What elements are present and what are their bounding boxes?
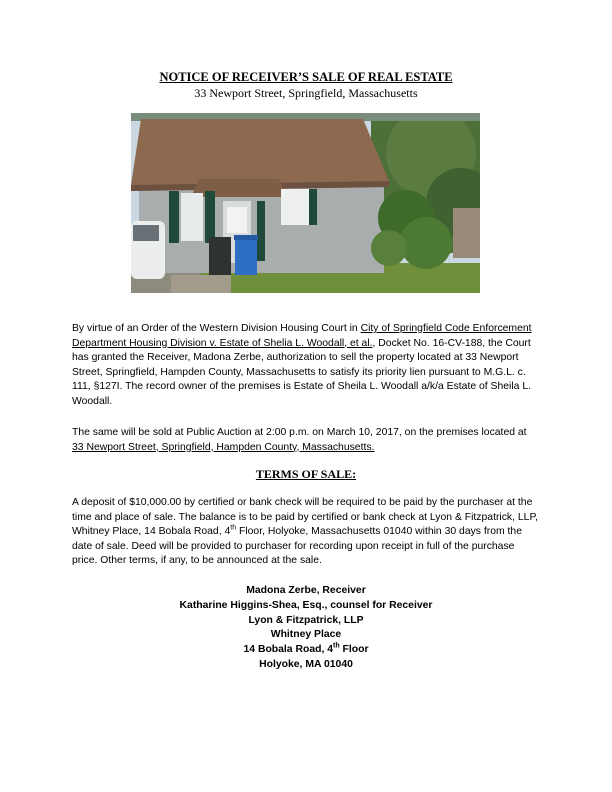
signature-counsel: Katharine Higgins-Shea, Esq., counsel for Receiver [179, 599, 433, 611]
terms-heading: TERMS OF SALE: [255, 467, 357, 481]
street-before: 14 Bobala Road, 4 [243, 644, 334, 656]
street-superscript: th [333, 642, 340, 650]
property-photo [131, 113, 480, 293]
terms-superscript: th [230, 524, 237, 532]
auction-location: 33 Newport Street, Springfield, Hampden County, Massachusetts. [72, 441, 375, 453]
auction-intro: The same will be sold at Public Auction at 2:00 p.m. on March 10, 2017, on the premises located at [72, 427, 527, 438]
terms-text-2: Floor, Holyoke, Massachusetts 01040 within 30 days from the date of sale. Deed will be provided to purchaser for recording upon receipt in full of the purchase price. Other terms, if any, to be announced at the sale. [72, 526, 522, 566]
signature-block [0, 584, 612, 673]
signature-place: Whitney Place [270, 629, 342, 641]
auction-paragraph [72, 426, 540, 455]
signature-city: Holyoke, MA 01040 [259, 658, 353, 670]
signature-firm: Lyon & Fitzpatrick, LLP [248, 614, 364, 626]
terms-text-1: A deposit of $10,000.00 by certified or bank check will be required to be paid by the purchaser at the time and place of sale. The balance is to be paid by certified or bank check at Lyon & Fitzpatrick, LLP, Whitney Place, 14 Bobala Road, 4 [72, 497, 538, 537]
property-address: 33 Newport Street, Springfield, Massachusetts [194, 86, 418, 100]
notice-title: NOTICE OF RECEIVER’S SALE OF REAL ESTATE [159, 70, 453, 84]
order-paragraph [72, 322, 540, 409]
case-name: City of Springfield Code Enforcement Department Housing Division v. Estate of Shelia L. Woodall, et al., [72, 323, 532, 349]
house-illustration [131, 113, 480, 293]
street-after: Floor [339, 644, 369, 656]
order-intro: By virtue of an Order of the Western Division Housing Court in [72, 323, 361, 334]
signature-receiver: Madona Zerbe, Receiver [246, 585, 366, 596]
signature-street [0, 643, 612, 658]
terms-paragraph [72, 496, 540, 569]
order-details: Docket No. 16-CV-188, the Court has granted the Receiver, Madona Zerbe, authorization to sell the property located at 33 Newport Street, Springfield, Hampden County, Massachusetts to satisfy its priority lien pursuant to M.G.L. c. 111, §127I. The record owner of the premises is Estate of Sheila L. Woodall a/k/a Estate of Sheila L. Woodall. [72, 337, 531, 407]
